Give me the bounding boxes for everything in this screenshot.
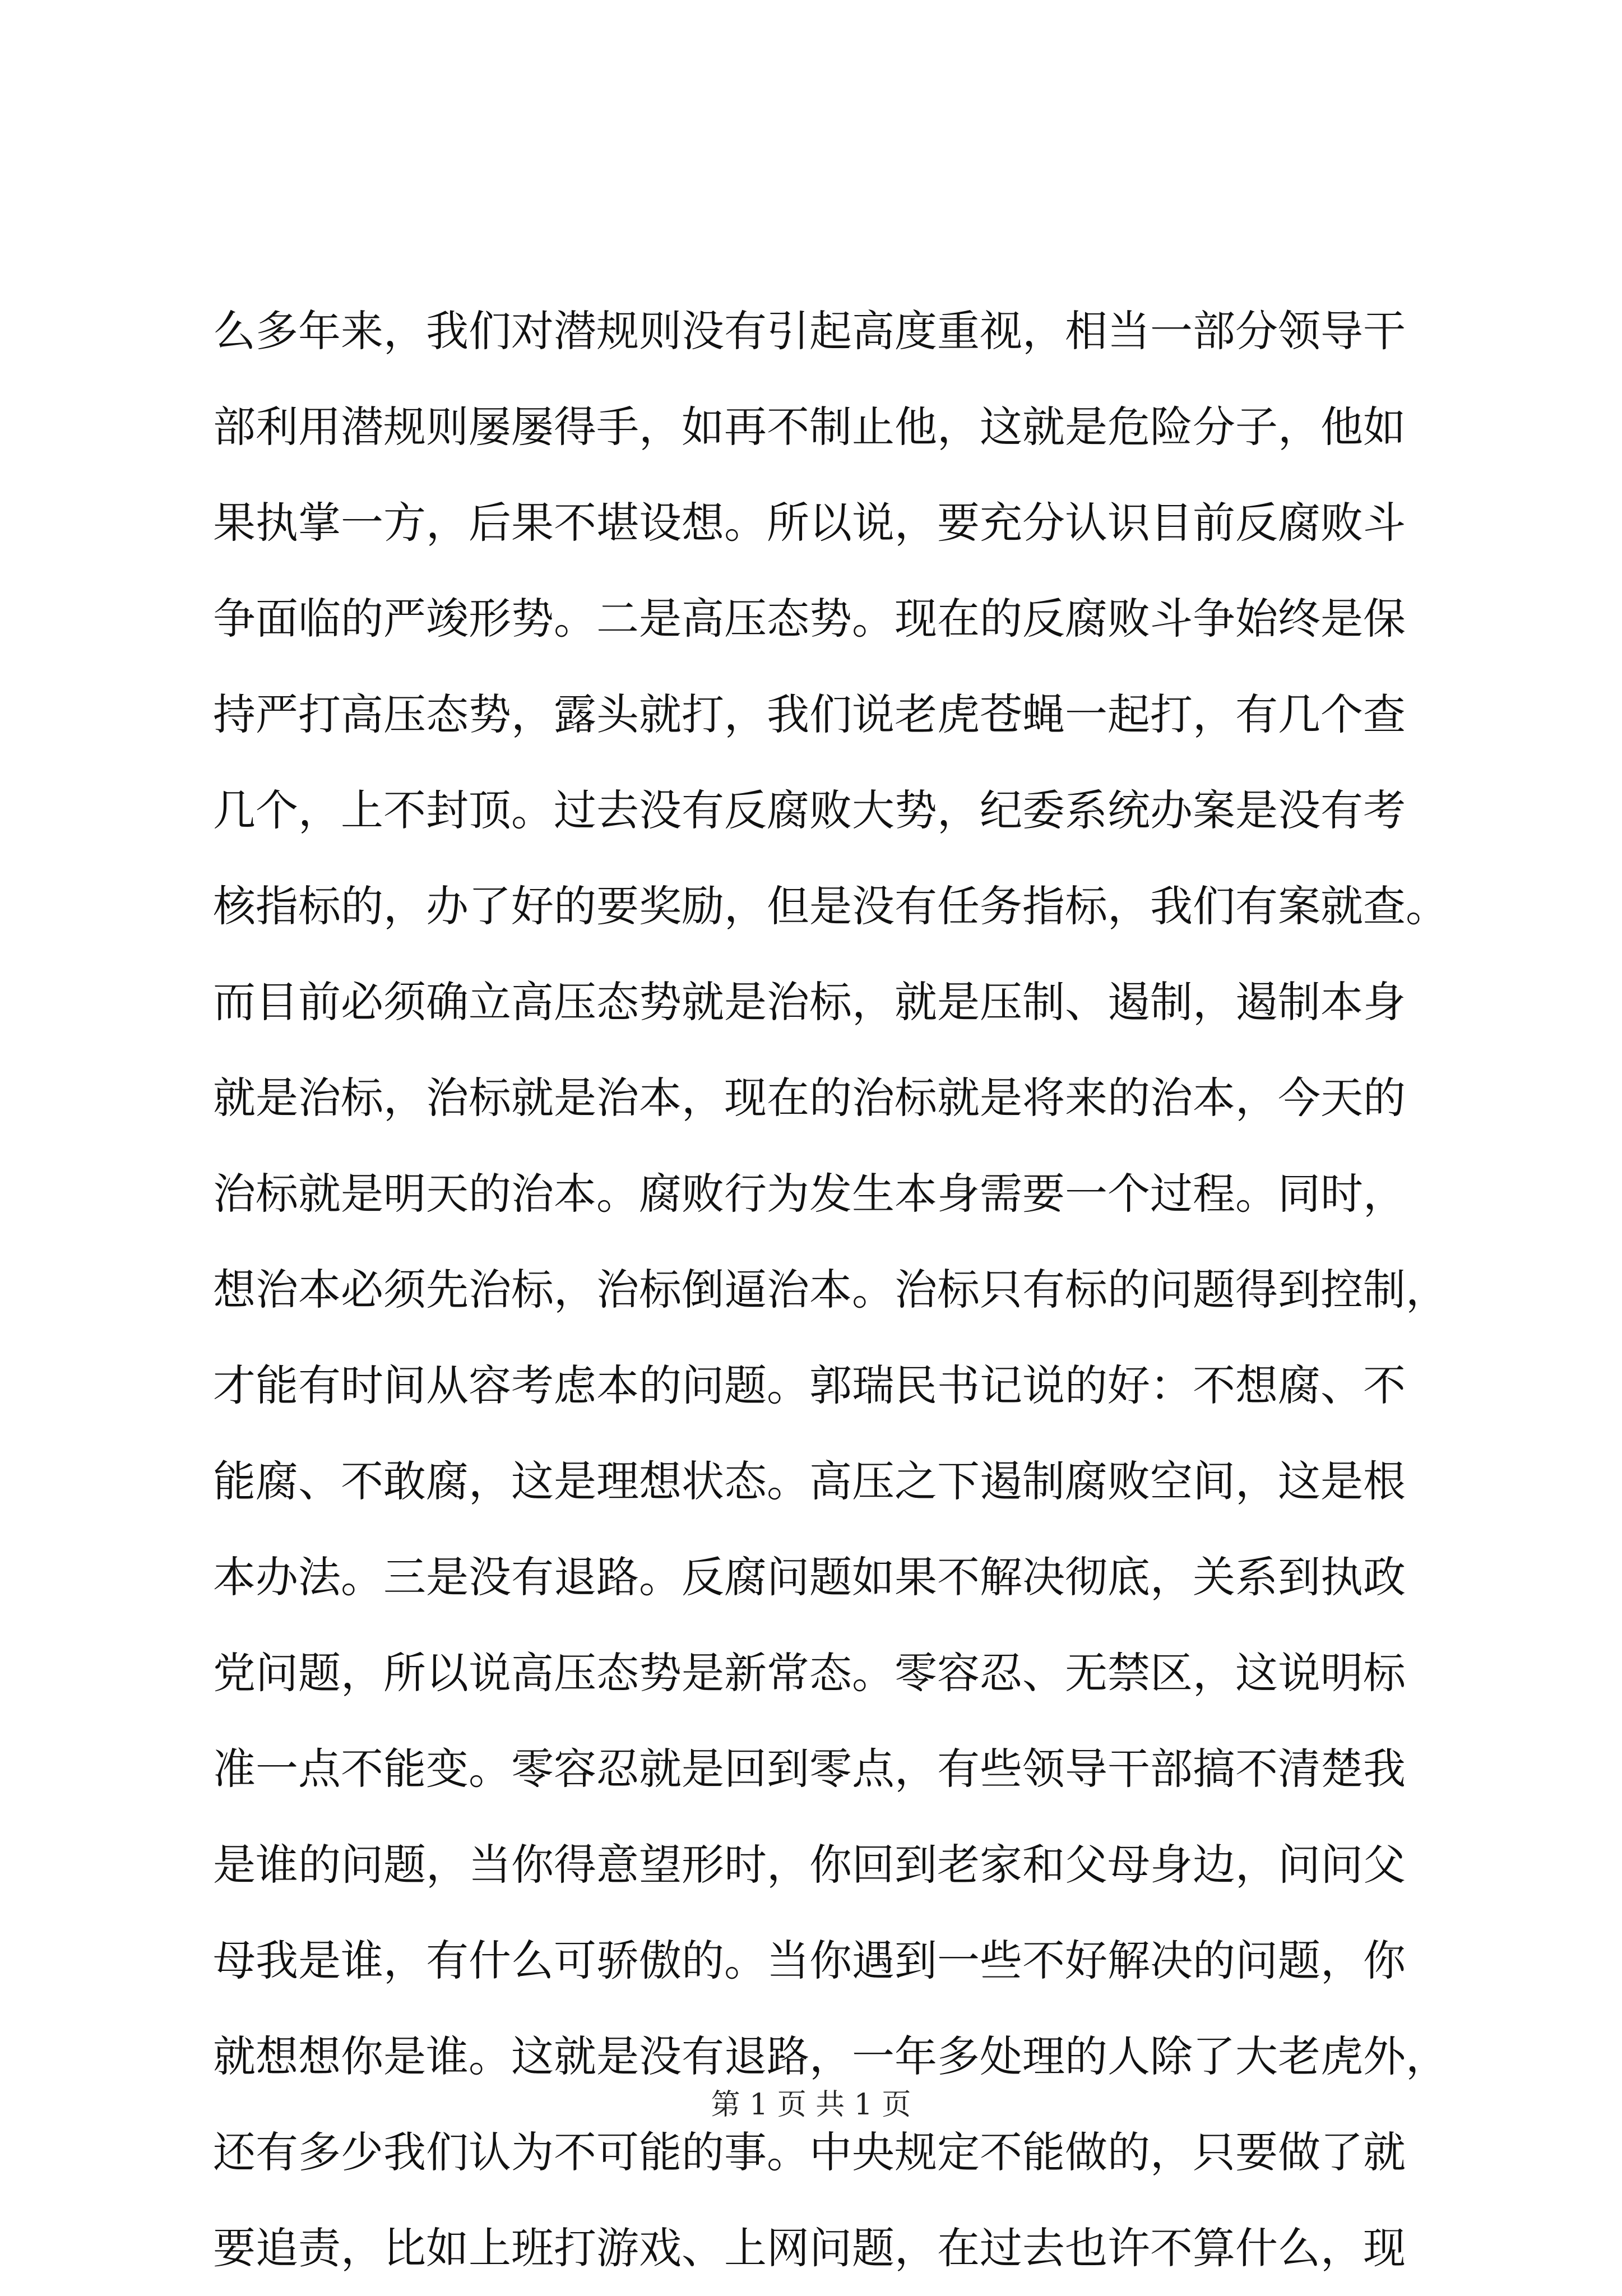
- text-line-12: 才能有时间从容考虑本的问题。郭瑞民书记说的好：不想腐、不: [213, 1360, 1406, 1410]
- text-line-10: 治标就是明天的治本。腐败行为发生本身需要一个过程。同时，: [213, 1169, 1406, 1219]
- text-line-19: 就想想你是谁。这就是没有退路，一年多处理的人除了大老虎外，: [213, 2031, 1448, 2081]
- text-line-11: 想治本必须先治标，治标倒逼治本。治标只有标的问题得到控制，: [213, 1265, 1448, 1314]
- text-line-21: 要追责，比如上班打游戏、上网问题，在过去也许不算什么，现: [213, 2223, 1406, 2273]
- text-line-17: 是谁的问题，当你得意望形时，你回到老家和父母身边，问问父: [213, 1840, 1406, 1890]
- text-line-20: 还有多少我们认为不可能的事。中央规定不能做的，只要做了就: [213, 2127, 1406, 2177]
- text-line-8: 而目前必须确立高压态势就是治标，就是压制、遏制，遏制本身: [213, 977, 1406, 1027]
- text-line-5: 持严打高压态势，露头就打，我们说老虎苍蝇一起打，有几个查: [213, 689, 1406, 739]
- text-line-4: 争面临的严竣形势。二是高压态势。现在的反腐败斗争始终是保: [213, 594, 1406, 644]
- text-line-18: 母我是谁，有什么可骄傲的。当你遇到一些不好解决的问题，你: [213, 1936, 1406, 1985]
- text-line-6: 几个，上不封顶。过去没有反腐败大势，纪委系统办案是没有考: [213, 785, 1406, 835]
- text-line-13: 能腐、不敢腐，这是理想状态。高压之下遏制腐败空间，这是根: [213, 1456, 1406, 1506]
- text-line-1: 么多年来，我们对潜规则没有引起高度重视，相当一部分领导干: [213, 306, 1406, 356]
- text-line-3: 果执掌一方，后果不堪设想。所以说，要充分认识目前反腐败斗: [213, 498, 1406, 548]
- page-footer: 第 1 页 共 1 页: [711, 2088, 911, 2122]
- text-line-16: 准一点不能变。零容忍就是回到零点，有些领导干部搞不清楚我: [213, 1744, 1406, 1794]
- body-text: [213, 283, 1448, 2296]
- text-line-15: 党问题，所以说高压态势是新常态。零容忍、无禁区，这说明标: [213, 1648, 1406, 1698]
- text-line-9: 就是治标，治标就是治本，现在的治标就是将来的治本，今天的: [213, 1073, 1406, 1123]
- text-line-14: 本办法。三是没有退路。反腐问题如果不解决彻底，关系到执政: [213, 1552, 1406, 1602]
- text-line-2: 部利用潜规则屡屡得手，如再不制止他，这就是危险分子，他如: [213, 402, 1406, 452]
- text-line-7: 核指标的，办了好的要奖励，但是没有任务指标，我们有案就查。: [213, 881, 1448, 931]
